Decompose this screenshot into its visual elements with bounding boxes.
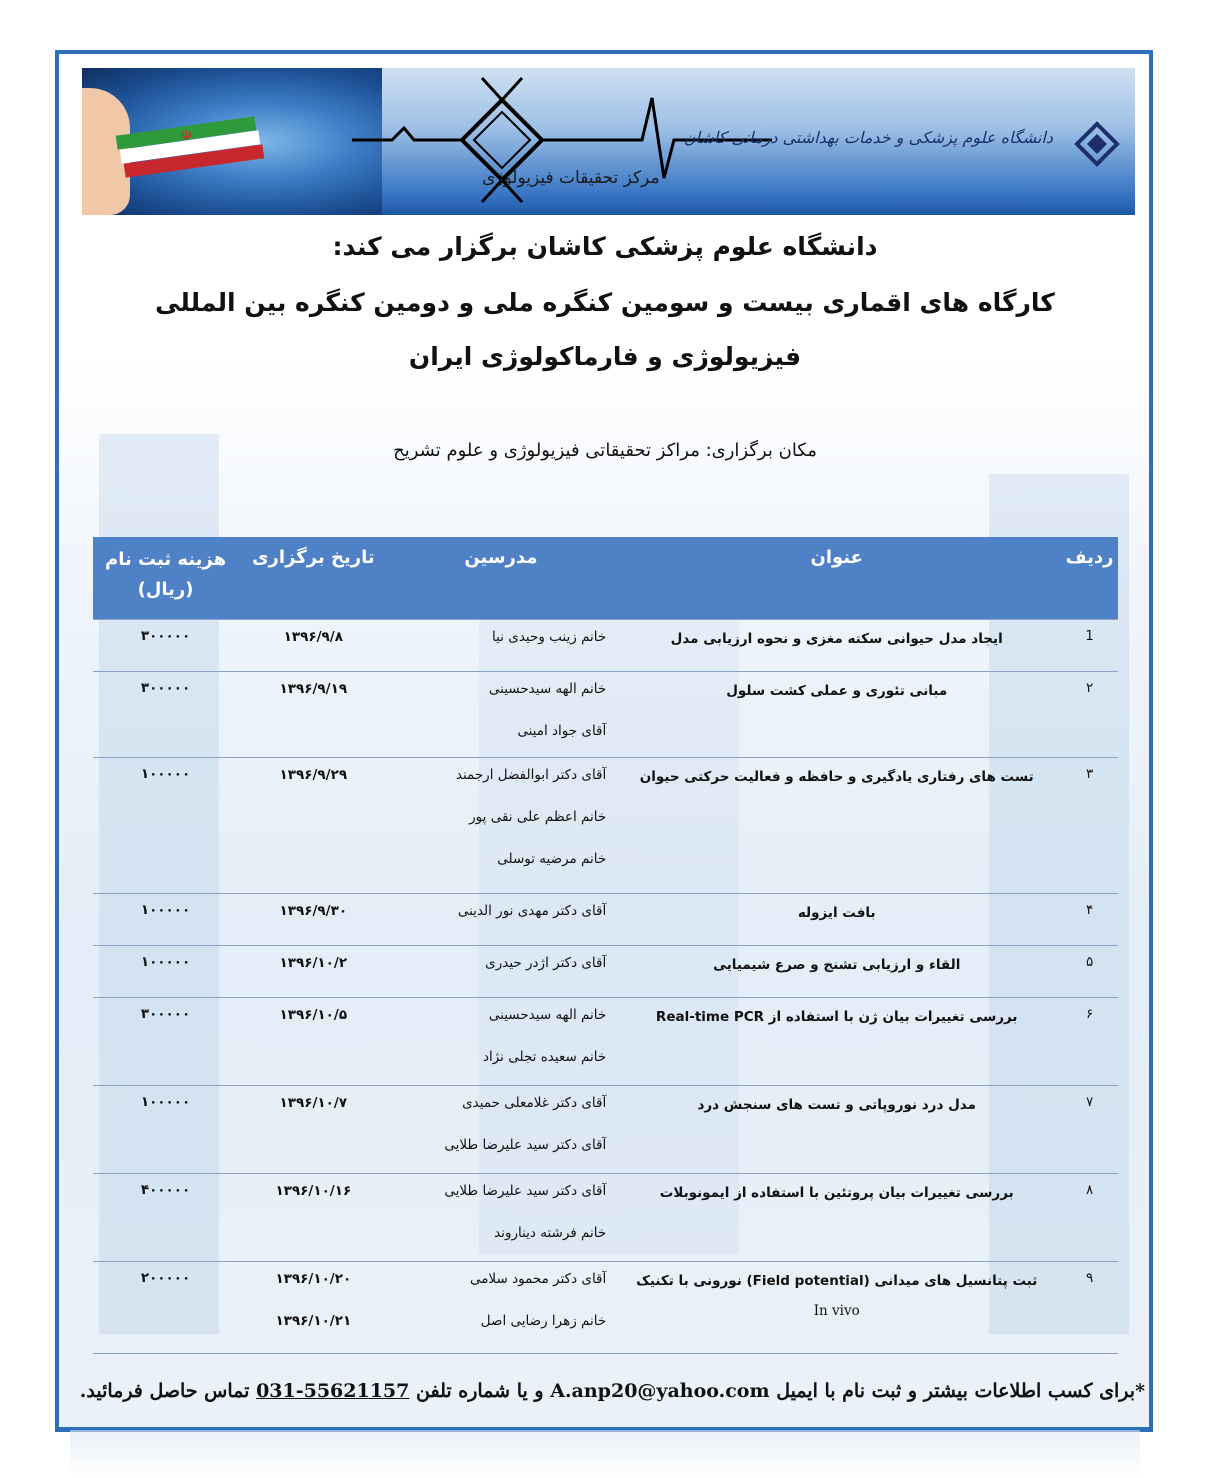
table-row [93, 997, 1118, 1085]
table-row [93, 945, 1118, 997]
cell-radif [1061, 757, 1118, 893]
header-banner [82, 68, 1135, 215]
title-line: بررسی تغییرات بیان پروتئین با استفاده از ایمونوبلات [659, 1184, 1014, 1201]
teacher-name: خانم اعظم علی نقی پور [469, 808, 607, 825]
heading-line-1: دانشگاه علوم پزشکی کاشان برگزار می کند: [332, 232, 878, 261]
radif-text: ۹ [1085, 1269, 1094, 1286]
title-line: In vivo [813, 1302, 860, 1319]
cell-teachers [389, 1261, 613, 1353]
cell-date [238, 757, 388, 893]
table-row [93, 619, 1118, 671]
header-date: تاریخ برگزاری [238, 537, 388, 619]
heading-line-3: فیزیولوژی و فارماکولوژی ایران [408, 342, 802, 371]
teacher-name: آقای دکتر محمود سلامی [469, 1270, 607, 1287]
teacher-name: خانم سعیده تجلی نژاد [482, 1048, 607, 1065]
cell-radif [1061, 1261, 1118, 1353]
title-line: بررسی تغییرات بیان ژن با استفاده از Real-time PCR [655, 1008, 1018, 1025]
fee-text: ۱۰۰۰۰۰ [140, 1093, 191, 1110]
iran-emblem-icon: ☫ [180, 128, 193, 144]
teacher-name: خانم زهرا رضایی اصل [480, 1312, 607, 1329]
title-line: مدل درد نوروپاتی و تست های سنجش درد [697, 1096, 976, 1113]
header-fee-line2: (ریال) [137, 579, 194, 600]
fee-text: ۳۰۰۰۰۰ [140, 679, 191, 696]
cell-fee [93, 671, 238, 757]
bottom-watermark [70, 1430, 1140, 1478]
header-title: عنوان [612, 537, 1061, 619]
cell-date [238, 619, 388, 671]
date-text: ۱۳۹۶/۹/۱۹ [279, 680, 348, 697]
radif-text: ۲ [1085, 679, 1094, 696]
teacher-name: آقای جواد امینی [517, 722, 607, 739]
cell-date [238, 997, 388, 1085]
title-line: تست های رفتاری یادگیری و حافظه و فعالیت حرکتی حیوان [639, 768, 1034, 785]
date-text: ۱۳۹۶/۱۰/۲ [279, 954, 348, 971]
cell-radif [1061, 1173, 1118, 1261]
footer-middle: و یا شماره تلفن [416, 1380, 544, 1402]
radif-text: ۵ [1085, 953, 1094, 970]
table-row [93, 1261, 1118, 1353]
radif-text: 1 [1085, 627, 1094, 644]
date-text: ۱۳۹۶/۱۰/۱۶ [275, 1182, 352, 1199]
footer-suffix: تماس حاصل فرمائید. [79, 1380, 250, 1402]
date-text: ۱۳۹۶/۹/۳۰ [279, 902, 348, 919]
cell-teachers [389, 1173, 613, 1261]
cell-title [612, 671, 1061, 757]
university-logo-icon [1073, 120, 1121, 168]
cell-teachers [389, 757, 613, 893]
teacher-name: آقای دکتر مهدی نور الدینی [457, 902, 607, 919]
radif-text: ۸ [1085, 1181, 1094, 1198]
cell-fee [93, 893, 238, 945]
cell-radif [1061, 1085, 1118, 1173]
title-line: مبانی تئوری و عملی کشت سلول [726, 682, 948, 699]
cell-radif [1061, 619, 1118, 671]
title-line: ثبت پتانسیل های میدانی (Field potential) نورونی با تکنیک [636, 1272, 1038, 1289]
date-text: ۱۳۹۶/۱۰/۷ [279, 1094, 348, 1111]
cell-radif [1061, 671, 1118, 757]
cell-radif [1061, 893, 1118, 945]
center-label: مرکز تحقیقات فیزیولوژی [482, 168, 660, 188]
teacher-name: آقای دکتر غلامعلی حمیدی [462, 1094, 607, 1111]
cell-teachers [389, 619, 613, 671]
radif-text: ۷ [1085, 1093, 1094, 1110]
cell-date [238, 945, 388, 997]
cell-fee [93, 1261, 238, 1353]
cell-date [238, 1173, 388, 1261]
teacher-name: آقای دکتر سید علیرضا طلایی [444, 1182, 607, 1199]
fee-text: ۳۰۰۰۰۰ [140, 627, 191, 644]
table-row [93, 671, 1118, 757]
cell-teachers [389, 945, 613, 997]
cell-fee [93, 619, 238, 671]
cell-radif [1061, 997, 1118, 1085]
cell-title [612, 619, 1061, 671]
venue-text: مکان برگزاری: مراکز تحقیقاتی فیزیولوژی و علوم تشریح [393, 440, 817, 461]
footer-phone[interactable]: 031-55621157 [256, 1380, 410, 1402]
cell-date [238, 1085, 388, 1173]
fee-text: ۱۰۰۰۰۰ [140, 953, 191, 970]
radif-text: ۳ [1085, 765, 1094, 782]
cell-fee [93, 1085, 238, 1173]
cell-fee [93, 1173, 238, 1261]
date-text: ۱۳۹۶/۹/۸ [283, 628, 343, 645]
radif-text: ۶ [1085, 1005, 1094, 1022]
fee-text: ۱۰۰۰۰۰ [140, 765, 191, 782]
cell-date [238, 1261, 388, 1353]
cell-fee [93, 757, 238, 893]
university-label: دانشگاه علوم پزشکی و خدمات بهداشتی درمانی کاشان [683, 128, 1053, 147]
table-row [93, 1085, 1118, 1173]
heading-line-2: کارگاه های اقماری بیست و سومین کنگره ملی و دومین کنگره بین المللی [155, 288, 1055, 317]
fee-text: ۳۰۰۰۰۰ [140, 1005, 191, 1022]
radif-text: ۴ [1085, 901, 1094, 918]
cell-teachers [389, 1085, 613, 1173]
teacher-name: خانم فرشته دیناروند [494, 1224, 607, 1241]
fee-text: ۴۰۰۰۰۰ [140, 1181, 191, 1198]
date-text: ۱۳۹۶/۹/۲۹ [279, 766, 348, 783]
title-line: بافت ایزوله [797, 904, 876, 921]
cell-title [612, 997, 1061, 1085]
footer-prefix: *برای کسب اطلاعات بیشتر و ثبت نام با ایمیل [776, 1380, 1145, 1402]
table-body [93, 619, 1118, 1353]
cell-title [612, 1085, 1061, 1173]
teacher-name: آقای دکتر ابوالفضل ارجمند [455, 766, 607, 783]
teacher-name: آقای دکتر سید علیرضا طلایی [444, 1136, 607, 1153]
teacher-name: خانم الهه سیدحسینی [488, 1006, 607, 1023]
cell-teachers [389, 671, 613, 757]
cell-title [612, 757, 1061, 893]
cell-fee [93, 945, 238, 997]
cell-fee [93, 997, 238, 1085]
date-text: ۱۳۹۶/۱۰/۲۱ [275, 1312, 352, 1329]
header-teachers: مدرسین [389, 537, 613, 619]
cell-title [612, 893, 1061, 945]
title-line: ایجاد مدل حیوانی سکته مغزی و نحوه ارزیابی مدل [670, 630, 1003, 647]
teacher-name: آقای دکتر اژدر حیدری [485, 954, 607, 971]
footer-contact [60, 1380, 1145, 1402]
cell-teachers [389, 997, 613, 1085]
teacher-name: خانم الهه سیدحسینی [488, 680, 607, 697]
date-text: ۱۳۹۶/۱۰/۵ [279, 1006, 348, 1023]
fee-text: ۱۰۰۰۰۰ [140, 901, 191, 918]
cell-teachers [389, 893, 613, 945]
cell-title [612, 945, 1061, 997]
table-row [93, 1173, 1118, 1261]
date-text: ۱۳۹۶/۱۰/۲۰ [275, 1270, 352, 1287]
cell-title [612, 1173, 1061, 1261]
table-row [93, 893, 1118, 945]
cell-radif [1061, 945, 1118, 997]
teacher-name: خانم مرضیه توسلی [497, 850, 607, 867]
cell-date [238, 893, 388, 945]
footer-email[interactable]: A.anp20@yahoo.com [550, 1380, 770, 1402]
cell-date [238, 671, 388, 757]
title-line: القاء و ارزیابی تشنج و صرع شیمیایی [713, 956, 961, 973]
header-fee [93, 537, 238, 619]
header-radif: ردیف [1061, 537, 1118, 619]
table-row [93, 757, 1118, 893]
cell-title [612, 1261, 1061, 1353]
workshops-table [93, 537, 1118, 1354]
fee-text: ۲۰۰۰۰۰ [140, 1269, 191, 1286]
table-header-row [93, 537, 1118, 619]
teacher-name: خانم زینب وحیدی نیا [492, 628, 607, 645]
header-fee-line1: هزینه ثبت نام [105, 549, 227, 570]
